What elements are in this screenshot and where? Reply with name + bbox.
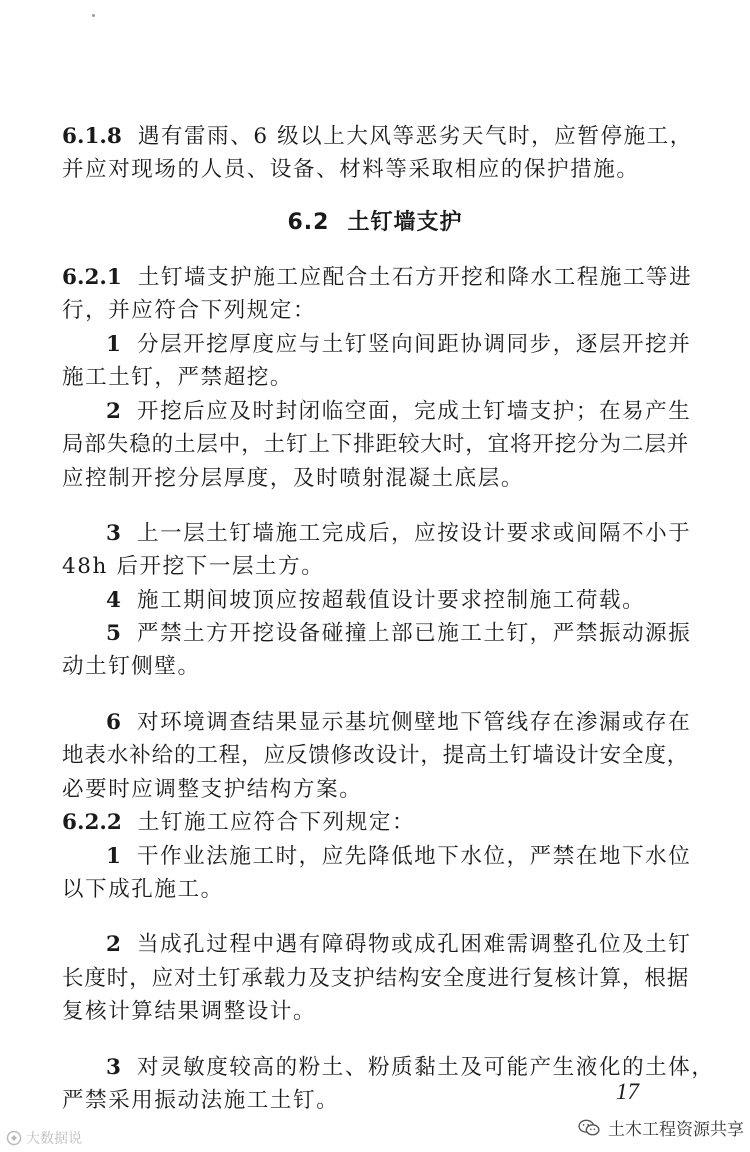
watermark-left-text: 大数据说 — [26, 1131, 82, 1147]
item-text: 当成孔过程中遇有障碍物或成孔困难需调整孔位及土钉 — [136, 932, 692, 957]
item-number: 1 — [106, 844, 121, 869]
text-line — [62, 741, 692, 771]
item-text: 对灵敏度较高的粉土、粉质黏土及可能产生液化的土体， — [136, 1055, 715, 1080]
line-text: 复核计算结果调整设计。 — [62, 999, 317, 1024]
item-line — [62, 708, 692, 738]
text-line — [62, 430, 692, 460]
line-text: 局部失稳的土层中，土钉上下排距较大时，宜将开挖分为二层并 — [62, 432, 690, 457]
line-text: 48h 后开挖下一层土方。 — [62, 554, 325, 579]
clause-6-1-8-line-1 — [62, 122, 692, 152]
item-line — [62, 842, 692, 872]
clause-text: 土钉施工应符合下列规定： — [137, 810, 416, 835]
item-text: 严禁土方开挖设备碰撞上部已施工土钉，严禁振动源振 — [136, 621, 692, 646]
text-line — [62, 997, 692, 1027]
page-number: 17 — [616, 1079, 639, 1104]
clause-number: 6.1.8 — [62, 124, 122, 149]
line-text: 行，并应符合下列规定： — [62, 298, 317, 323]
line-text: 长度时，应对土钉承载力及支护结构安全度进行复核计算，根据 — [62, 966, 690, 991]
clause-text: 遇有雷雨、6 级以上大风等恶劣天气时，应暂停施工， — [137, 124, 693, 149]
item-number: 3 — [106, 1055, 121, 1080]
text-line — [62, 552, 692, 582]
clause-6-2-2-line — [62, 808, 692, 838]
line-text: 地表水补给的工程，应反馈修改设计，提高土钉墙设计安全度， — [62, 743, 690, 768]
item-text: 干作业法施工时，应先降低地下水位，严禁在地下水位 — [136, 844, 692, 869]
item-number: 5 — [106, 621, 121, 646]
item-line — [62, 619, 692, 649]
item-line — [62, 1053, 715, 1083]
item-text: 开挖后应及时封闭临空面，完成土钉墙支护；在易产生 — [136, 399, 692, 424]
item-line — [62, 330, 692, 360]
line-text: 动土钉侧壁。 — [62, 654, 201, 679]
item-text: 施工期间坡顶应按超载值设计要求控制施工荷载。 — [136, 588, 646, 613]
line-text: 施工土钉，严禁超挖。 — [62, 365, 294, 390]
text-line — [62, 652, 692, 682]
item-number: 2 — [106, 399, 121, 424]
item-text: 上一层土钉墙施工完成后，应按设计要求或间隔不小于 — [136, 521, 692, 546]
item-number: 3 — [106, 521, 121, 546]
item-number: 6 — [106, 710, 121, 735]
watermark-left — [6, 1128, 82, 1148]
clause-6-1-8-line-2 — [62, 155, 692, 185]
wechat-icon — [578, 1119, 600, 1137]
scan-speck — [92, 14, 95, 17]
text-line — [62, 775, 692, 805]
line-text: 严禁采用振动法施工土钉。 — [62, 1088, 340, 1113]
item-text: 分层开挖厚度应与土钉竖向间距协调同步，逐层开挖并 — [136, 332, 692, 357]
text-line — [62, 464, 692, 494]
watermark-text: 土木工程资源共享 — [608, 1120, 744, 1140]
item-number: 4 — [106, 588, 121, 613]
text-line — [62, 964, 692, 994]
clause-text: 土钉墙支护施工应配合土石方开挖和降水工程施工等进 — [137, 265, 693, 290]
item-line — [62, 586, 692, 616]
clause-text: 并应对现场的人员、设备、材料等采取相应的保护措施。 — [62, 157, 640, 182]
item-number: 2 — [106, 932, 121, 957]
section-title-text: 土钉墙支护 — [347, 210, 463, 235]
item-text: 对环境调查结果显示基坑侧壁地下管线存在渗漏或存在 — [136, 710, 692, 735]
clause-number: 6.2.1 — [62, 265, 122, 290]
item-line — [62, 930, 692, 960]
text-line — [62, 1086, 692, 1116]
text-line — [62, 875, 692, 905]
line-text: 应控制开挖分层厚度，及时喷射混凝土底层。 — [62, 466, 525, 491]
clause-6-2-1-line — [62, 263, 692, 293]
text-line — [62, 363, 692, 393]
watermark-right — [578, 1115, 744, 1140]
watermark-logo-icon — [6, 1130, 22, 1146]
section-number: 6.2 — [287, 210, 330, 235]
item-line — [62, 397, 692, 427]
item-line — [62, 519, 692, 549]
clause-number: 6.2.2 — [62, 810, 122, 835]
line-text: 必要时应调整支护结构方案。 — [62, 777, 363, 802]
line-text: 以下成孔施工。 — [62, 877, 224, 902]
text-line — [62, 296, 692, 326]
item-number: 1 — [106, 332, 121, 357]
section-title — [0, 208, 750, 238]
